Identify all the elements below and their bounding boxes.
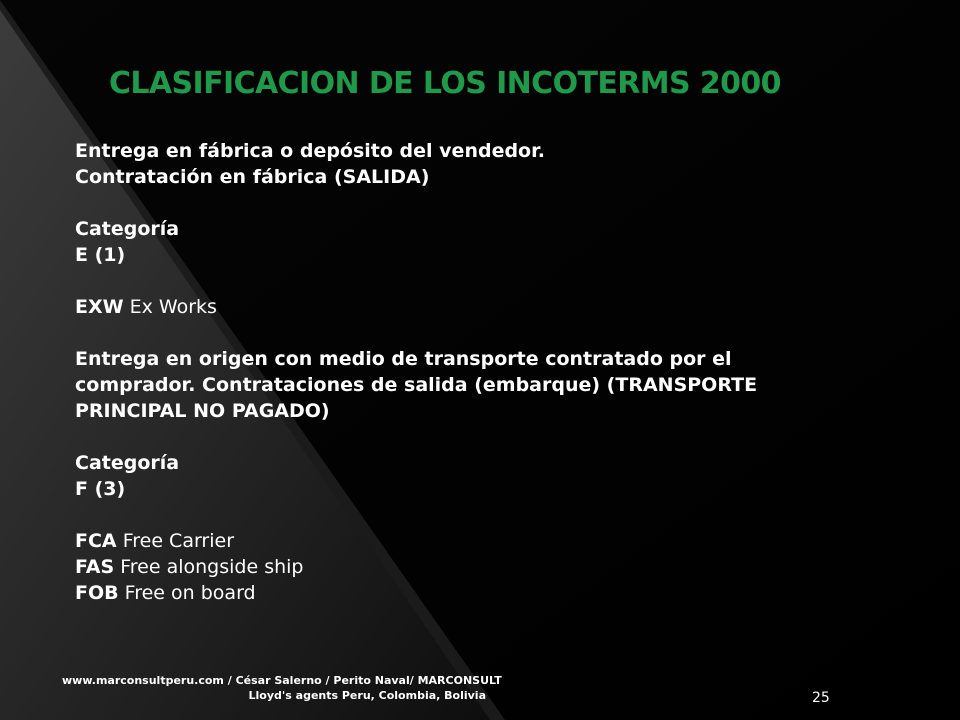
section-f-line-3: PRINCIPAL NO PAGADO) <box>75 400 330 422</box>
term-name: Ex Works <box>129 296 217 318</box>
term-fob <box>75 580 855 606</box>
term-code: FOB <box>75 582 119 604</box>
term-code: EXW <box>75 296 124 318</box>
term-fca <box>75 528 855 554</box>
footer-line-1: www.marconsultperu.com / César Salerno / Perito Naval/ MARCONSULT <box>62 674 502 687</box>
term-exw <box>75 294 855 320</box>
term-name: Free alongside ship <box>120 556 304 578</box>
term-name: Free Carrier <box>122 530 235 552</box>
footer-line-2: Lloyd's agents Peru, Colombia, Bolivia <box>248 689 486 702</box>
term-fas <box>75 554 855 580</box>
slide-title: CLASIFICACION DE LOS INCOTERMS 2000 <box>109 66 781 101</box>
section-f-line-1: Entrega en origen con medio de transporte contratado por el <box>75 348 732 370</box>
term-code: FCA <box>75 530 117 552</box>
section-f-category-value: F (3) <box>75 478 126 500</box>
section-e-category-label: Categoría <box>75 218 180 240</box>
term-name: Free on board <box>124 582 256 604</box>
page-number: 25 <box>812 690 830 706</box>
section-e-line-2: Contratación en fábrica (SALIDA) <box>75 166 430 188</box>
section-e-line-1: Entrega en fábrica o depósito del vendedor. <box>75 140 545 162</box>
section-f-line-2: comprador. Contrataciones de salida (embarque) (TRANSPORTE <box>75 374 758 396</box>
section-e-category-value: E (1) <box>75 244 126 266</box>
section-f-category-label: Categoría <box>75 452 180 474</box>
slide-content <box>75 138 855 606</box>
footer-credits <box>62 673 502 703</box>
term-code: FAS <box>75 556 115 578</box>
